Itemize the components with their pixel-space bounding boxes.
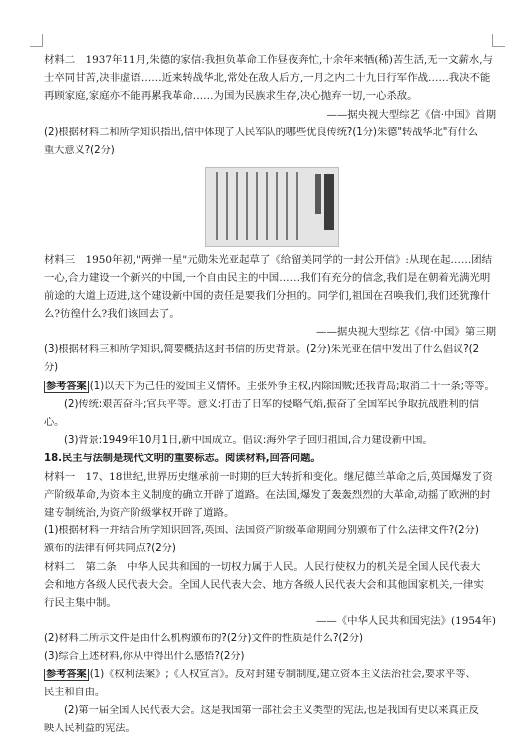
material-2-text: 材料二 1937年11月,朱德的家信:我担负革命工作昼夜奔忙,十余年来牺(稀)苦生活,无一文薪水,与 (44, 54, 493, 66)
answer-18-part-1: 参考答案 (1)《权利法案》;《人权宣言》。反对封建专制制度,建立资本主义法治社会,要求平等、 (46, 669, 476, 680)
answer-18-part-2: 映人民利益的宪法。 (44, 723, 136, 734)
crop-mark-top-left (30, 34, 43, 47)
q18-question-3: (3)综合上述材料,你从中得出什么感悟?(2分) (44, 651, 245, 662)
material-3-text: 一心,合力建设一个新兴的中国,一个自由民主的中国……我们有充分的信念,我们是在朝着光满光明 (44, 272, 491, 284)
q18-material-1-text: 建专制统治,为资产阶级掌权开辟了道路。 (44, 507, 235, 519)
q18-material-2-text: 行民主集中制。 (44, 597, 117, 609)
material-2-text: 士卒同甘苦,决非虚语……近来转战华北,常处在敌人后方,一月之内二十九日行军作战……我决不能 (44, 72, 491, 84)
reference-answer-tag: 参考答案 (46, 381, 87, 392)
q18-question-1: (1)根据材料一并结合所学知识回答,英国、法国资产阶级革命期间分别颁布了什么法律文件?(2分) (44, 525, 479, 536)
q18-material-1-text: 材料一 17、18世纪,世界历史继承前一时期的巨大转折和变化。继尼德兰革命之后,英国爆发了资 (44, 471, 493, 483)
crop-mark-top-right (492, 34, 505, 47)
answer-18-part-2: (2)第一届全国人民代表大会。这是我国第一部社会主义类型的宪法,也是我国有史以来真正反 (64, 705, 479, 716)
q18-question-1: 颁布的法律有何共同点?(2分) (44, 543, 176, 554)
answer-17-part-3: (3)背景:1949年10月1日,新中国成立。倡议:海外学子回归祖国,合力建设新中国。 (64, 435, 433, 446)
material-2-text: 再顾家庭,家庭亦不能再累我革命……为国为民族求生存,决心抛弃一切,一心杀敌。 (44, 90, 418, 102)
answer-17-part-2: 心。 (44, 417, 65, 428)
q18-material-2-text: 材料二 第二条 中华人民共和国的一切权力属于人民。人民行使权力的机关是全国人民代表大 (44, 561, 481, 573)
material-3-text: 么?彷徨什么?我们该回去了。 (44, 308, 180, 320)
material-3-text: 材料三 1950年初,"两弹一星"元勋朱光亚起草了《给留美同学的一封公开信》:从现在起……团结 (44, 254, 493, 266)
q18-material-2-source: ——《中华人民共和国宪法》(1954年) (315, 615, 496, 627)
newspaper-clipping-image (205, 167, 339, 247)
question-18-title: 18.民主与法制是现代文明的重要标志。阅读材料,回答问题。 (44, 453, 321, 464)
reference-answer-tag: 参考答案 (46, 669, 87, 680)
question-3: 分) (44, 362, 59, 373)
q18-question-2: (2)材料二所示文件是由什么机构颁布的?(2分)文件的性质是什么?(2分) (44, 633, 363, 644)
question-2: 重大意义?(2分) (44, 145, 115, 156)
q18-material-2-text: 会和地方各级人民代表大会。全国人民代表大会、地方各级人民代表大会和其他国家机关,一律实 (44, 579, 484, 591)
material-3-source: ——据央视大型综艺《信·中国》第三期 (316, 326, 496, 338)
question-3: (3)根据材料三和所学知识,简要概括这封书信的历史背景。(2分)朱光亚在信中发出了什么倡议?(2 (44, 344, 480, 355)
answer-18-part-1: 民主和自由。 (44, 687, 106, 698)
answer-17-part-2: (2)传统:艰苦奋斗;官兵平等。意义:打击了日军的侵略气焰,振奋了全国军民争取抗战胜利的信 (64, 399, 480, 410)
material-2-source: ——据央视大型综艺《信·中国》首期 (326, 109, 496, 121)
q18-material-1-text: 产阶级革命,为资本主义制度的确立开辟了道路。在法国,爆发了轰轰烈烈的大革命,动摇了欧洲的封 (44, 489, 491, 501)
answer-17-part-1: 参考答案 (1)以天下为己任的爱国主义情怀。主张外争主权,内除国贼;还我青岛;取消二十一条;等等。 (46, 381, 495, 392)
material-3-text: 前途的大道上迈进,这个建设新中国的责任是要我们分担的。同学们,祖国在召唤我们,我们还犹豫什 (44, 290, 491, 302)
question-2: (2)根据材料二和所学知识指出,信中体现了人民军队的哪些优良传统?(1分)朱德"转战华北"有什么 (44, 127, 478, 138)
